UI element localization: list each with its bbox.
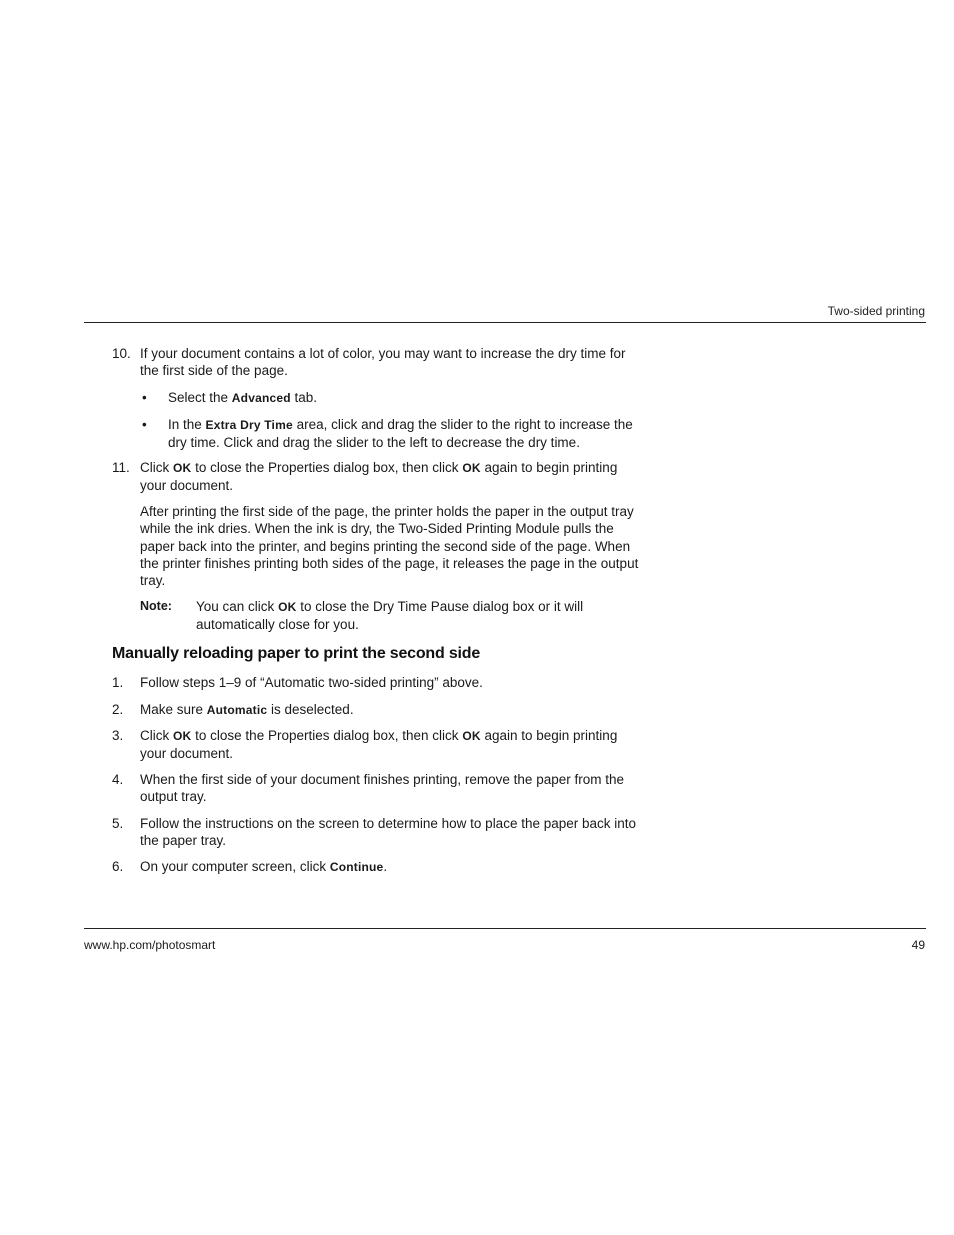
- ui-term-ok: OK: [173, 729, 192, 743]
- step-text: again to begin printing your document.: [140, 728, 618, 762]
- bullet-icon: •: [142, 417, 147, 432]
- step-text: is deselected.: [267, 702, 354, 717]
- step-11: [112, 459, 652, 495]
- manual-step-1: [112, 674, 652, 691]
- step-10: [112, 345, 652, 380]
- footer-rule: [84, 928, 926, 929]
- note-text: to close the Dry Time Pause dialog box or it will automatically close for you.: [196, 599, 584, 633]
- footer-url: www.hp.com/photosmart: [84, 938, 216, 952]
- header-rule: [84, 322, 926, 323]
- bullet-text: Select the: [168, 390, 232, 405]
- note-text: You can click: [196, 599, 279, 614]
- ui-term-continue: Continue: [329, 860, 384, 874]
- manual-step-5: [112, 815, 652, 850]
- ui-term-advanced: Advanced: [231, 391, 291, 405]
- step-number: 5.: [112, 816, 124, 831]
- step-text: Follow steps 1–9 of “Automatic two-sided printing” above.: [140, 675, 483, 690]
- page-number: 49: [911, 938, 925, 952]
- ui-term-automatic: Automatic: [206, 703, 268, 717]
- step-text: On your computer screen, click: [140, 859, 330, 874]
- ui-term-ok: OK: [462, 729, 481, 743]
- step-text: again to begin printing your document.: [140, 460, 618, 494]
- bullet-text: tab.: [290, 390, 318, 405]
- bullet-icon: •: [142, 390, 147, 405]
- note-block: [140, 598, 650, 634]
- step-number: 10.: [112, 346, 131, 361]
- step-text: to close the Properties dialog box, then click: [191, 460, 463, 475]
- step-text: Click: [140, 728, 173, 743]
- step-number: 2.: [112, 702, 124, 717]
- step-number: 6.: [112, 859, 124, 874]
- step-number: 11.: [112, 460, 130, 475]
- section-heading: Manually reloading paper to print the second side: [112, 645, 481, 662]
- step-text: Follow the instructions on the screen to determine how to place the paper back into the paper tray.: [140, 816, 637, 849]
- bullet-text: In the: [168, 417, 206, 432]
- step-number: 3.: [112, 728, 124, 743]
- ui-term-ok: OK: [173, 461, 192, 475]
- manual-step-3: [112, 727, 652, 763]
- ui-term-ok: OK: [462, 461, 481, 475]
- step-text: .: [383, 859, 388, 874]
- bullet-select-advanced: [140, 389, 645, 407]
- bullet-extra-dry-time: [140, 416, 645, 452]
- step-text: to close the Properties dialog box, then click: [191, 728, 463, 743]
- manual-step-4: [112, 771, 652, 806]
- bullet-text: area, click and drag the slider to the right to increase the dry time. Click and drag the slider to the left to decrease the dry time.: [168, 417, 633, 451]
- step-text: Click: [140, 460, 173, 475]
- step-text: If your document contains a lot of color, you may want to increase the dry time for the first side of the page.: [140, 346, 626, 379]
- ui-term-ok: OK: [278, 600, 297, 614]
- running-header: Two-sided printing: [827, 304, 925, 318]
- ui-term-extra-dry-time: Extra Dry Time: [205, 418, 293, 432]
- step-text: Make sure: [140, 702, 207, 717]
- step-text: When the first side of your document finishes printing, remove the paper from the output tray.: [140, 772, 624, 805]
- step-number: 1.: [112, 675, 124, 690]
- step-number: 4.: [112, 772, 124, 787]
- manual-step-6: [112, 858, 652, 876]
- body-paragraph: After printing the first side of the page, the printer holds the paper in the output tray while the ink dries. When the ink is dry, the Two-Sided Printing Module pulls the paper back into the printer, and begins printing the second side of the page. When the printer finishes printing both sides of the page, it releases the page in the output tray.: [140, 504, 639, 589]
- note-label: Note:: [140, 599, 172, 613]
- manual-step-2: [112, 701, 652, 719]
